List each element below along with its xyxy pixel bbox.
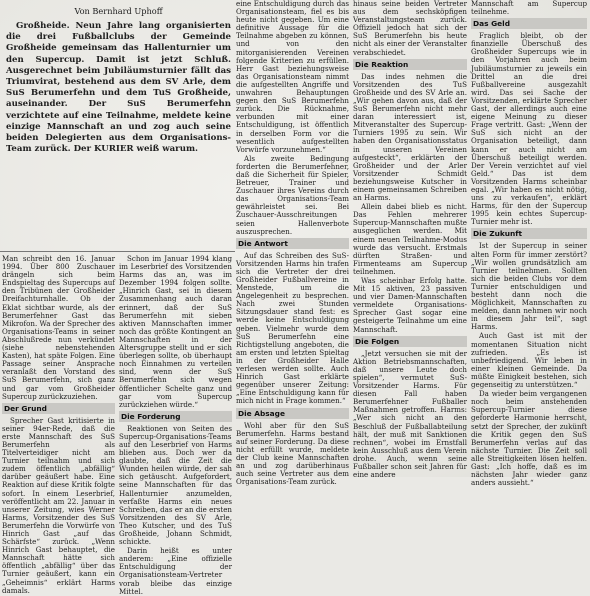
col5-paragraph-1: Fraglich bleibt, ob der finanzielle Überschuß des Großheider Supercups wie in den Vorjahren auch beim Jubiläumsturnier zu jeweils ein Drittel an die drei Fußballvereine ausgezahlt wird. Das sei Sache der Vorsitzenden, erklärte Sprecher Gast, der allerdings auch eine eigene Meinung zu dieser Frage vertritt. Gast: „Wenn der SuS sich nicht an der Organisation beteiligt, dann kann er auch nicht am Überschuß beteiligt werden. Der Verein verzichtet auf viel Geld.“ Das ist dem Vorsitzenden Harms scheinbar egal. „Wir haben es nicht nötig, uns zu verkaufen“, erklärt Harms, für den der Supercup 1995 kein echtes Supercup-Turnier mehr ist. (471, 31, 587, 227)
subhead-die-zukunft: Die Zukunft (471, 228, 587, 239)
article-column-5 (471, 0, 587, 488)
subhead-die-forderung: Die Forderung (119, 411, 232, 422)
col4-paragraph-1: hinaus seine beiden Vertreter aus dem sechsköpfigen Veranstaltungsteam zurück. Offiziell jedoch hat sich der SuS Berumerfehn bis heute nicht als einer der Veranstalter verabschiedet. (353, 0, 467, 57)
intro-box (0, 0, 235, 251)
article-column-4 (353, 0, 467, 480)
col4-paragraph-4: Was scheinbar Erfolg hatte. Mit 15 aktiven, 23 passiven und vier Damen-Mannschaften vermeldete Organisations-Sprecher Gast sogar eine gesteigerte Teilnahme um eine Mannschaft. (353, 276, 467, 334)
subhead-die-absage: Die Absage (236, 408, 349, 419)
subhead-die-antwort: Die Antwort (236, 238, 349, 249)
col5-paragraph-0: Mannschaft am Supercup teilnehme. (471, 0, 587, 17)
intro-divider (0, 251, 235, 252)
col3-paragraph-3: Auf das Schreiben des SuS-Vorsitzenden Harms hin trafen sich die Vertreter der drei Großheider Fußballvereine in Menstede, um die Angelegenheit zu besprechen. Nach zwei Stunden Sitzungsdauer stand fest: es werde keine Entschuldigung geben. Vielmehr wurde dem SuS Berumerfehn eine Richtigstellung angeboten, die am ersten und letzten Spieltag in der Großheider Halle verlesen werden sollte. Auch Hinrich Gast erklärte gegenüber unserer Zeitung: „Eine Entschuldigung kann für mich nicht in Frage kommen.“ (236, 250, 349, 406)
article-column-3 (236, 0, 349, 487)
col5-paragraph-3: Auch Gast ist mit der momentanen Situation nicht zufrieden. „Es ist unbefriedigend. Wir leben in einer kleinen Gemeinde. Da müßte Einigkeit bestehen, sich gegenseitig zu unterstützen.“ (471, 331, 587, 390)
intro-dateline: Großheide. (16, 21, 70, 31)
article-column-2 (119, 254, 232, 596)
intro-text (6, 21, 231, 155)
byline: Von Bernhard Uphoff (74, 6, 163, 16)
col5-paragraph-2: Ist der Supercup in seiner alten Form für immer zerstört? „Wir wollen grundsätzlich am Turnier teilnehmen. Sollten sich die beiden Clubs vor dem Turnier entschuldigen und besteht dann noch die Möglichkeit, Mannschaften zu melden, dann nehmen wir noch in diesem Jahr teil“, sagt Harms. (471, 241, 587, 332)
col2-paragraph-1: Schon im Januar 1994 klang im Leserbrief des Vorsitzenden Harms das an, was im Dezember 1994 folgen sollte. „Hinrich Gast, sei in diesem Zusammenhang auch daran erinnert, daß der SuS Berumerfehn mit sieben aktiven Mannschaften immer noch das größte Kontingent an Mannschaften in der Altersgruppe stellt und er sich überlegen sollte, ob überhaupt noch Einnahmen zu verteilen sind, wenn der SuS Berumerfehn sich wegen öffentlicher Schelte ganz und gar vom Supercup zurückziehen würde.“ (119, 254, 232, 409)
col1-paragraph-2: Sprecher Gast kritisierte in seiner 94er-Rede, daß die erste Mannschaft des SuS Berumerfehn als Titelverteidiger nicht am Turnier teilnahm und sich zudem öffentlich „abfällig“ darüber geäußert habe. Eine Reaktion auf diese Kritik folgte sofort. In einem Leserbrief, veröffentlicht am 22. Januar in unserer Zeitung, wies Werner Harms, Vorsitzender des SuS Berumerfehn die Vorwürfe von Hinrich Gast „auf das Schärfste“ zurück. „Wenn Hinrich Gast behauptet, die Mannschaft hätte sich öffentlich „abfällig“ über das Turnier geäußert, kann ein „Geheimnis“ erklärt Harms damals. (2, 415, 115, 595)
col4-paragraph-5: „Jetzt versuchen sie mit der Aktion Betriebsmannschaften, daß unsere Leute doch spielen“, vermutet SuS-Vorsitzender Harms. Für diesen Fall haben Berumerfehner Fußballer Maßnahmen getroffen. Harms: „Wer sich nicht an den Beschluß der Fußballabteilung hält, der muß mit Sanktionen rechnen“, wobei im Ernstfall kein Ausschluß aus dem Verein drohe. Auch, wenn seine Fußballer schon seit Jahren für eine andere (353, 348, 467, 480)
col3-paragraph-1: eine Entschuldigung durch das Organisationsteam, fiel es bis heute nicht gegeben. Um eine definitive Aussage für die Teilnahme abgeben zu können, und von den mitorganisierenden Vereinen folgende Kriterien zu erfüllen. Herr Gast beziehungsweise das Organisationsteam nimmt die aufgestellten Angriffe und unwahren Behauptungen gegen den SuS Berumerfehn zurück. Die Rücknahme, verbunden mit einer Entschuldigung, ist öffentlich in derselben Form vor die wesentlich aufgestellten Vorwürfe vorzunehmen.“ (236, 0, 349, 154)
article-column-1 (2, 254, 115, 595)
col4-paragraph-2: Das indes nehmen die Vorsitzenden des TuS Großheide und des SV Arle an. „Wir gehen davon aus, daß der SuS Berumerfehn nicht mehr daran interessiert ist, Mitveranstalter des Supercup-Turniers 1995 zu sein. Wir haben den Organisationsstatus in unseren Vereinen aufgesteckt“, erklärten der Großheider und der Arler Vorsitzender Schmidt beziehungsweise Kutscher in einem gemeinsamen Schreiben an Harms. (353, 71, 467, 203)
col2-paragraph-3: Darin heißt es unter anderem: „Eine offizielle Entschuldigung der Organisationsteam-Vertreter vorab bleibe das einzige Mittel. (119, 546, 232, 596)
col3-paragraph-2: Als zweite Bedingung forderten die Berumerfehner, daß die Sicherheit für Spieler, Betreuer, Trainer und Zuschauer ihres Vereins durch das Organisations-Team gewährleistet sei. Bei Zuschauer-Ausschreitungen seien Hallenverbote auszusprechen. (236, 153, 349, 236)
col1-paragraph-1: Man schreibt den 16. Januar 1994. Über 800 Zuschauer drängeln sich beim Endspieltag des Supercups auf den Tribünen der Großheider Dreifachturnhalle. Ob der Eklat sichtbar wurde, als der Berumerfehner Gast das Mikrofon. Wa der Sprecher des Organisations-Teams in seiner Abschlußrede nun verkündet (siehe nebenstehenden Kasten), hat späte Folgen. Eine Passage seiner Ansprache veranlaßt den Vorstand des SuS Berumerfehn, sich ganz und gar vom Großheider Supercup zurückzuziehen. (2, 254, 115, 401)
intro-paragraph: Neun Jahre lang organisierten die drei Fußballclubs der Gemeinde Großheide gemeinsam das Hallenturnier um den Supercup. Damit ist jetzt Schluß. Ausgerechnet beim Jubiläumsturnier fällt das Triumvirat, bestehend aus dem SV Arle, dem SuS Berumerfehn und dem TuS Großheide, auseinander. Der SuS Berumerfehn verzichtete auf eine Teilnahme, meldete keine einzige Mannschaft an und zog auch seine beiden Delegierten aus dem Organisations-Team zurück. Der KURIER weiß warum. (6, 21, 231, 155)
subhead-das-geld: Das Geld (471, 18, 587, 29)
col2-paragraph-2: Reaktionen von Seiten des Supercup-Organisations-Teams auf den Leserbrief von Harms blieben aus. Doch wer da glaubte, daß die Zeit die Wunden heilen würde, der sah sich getäuscht. Aufgefordert, seine Mannschaften für das Hallenturnier anzumelden, verfaßte Harms ein neues Schreiben, das er an die ersten Vorsitzenden des SV Arle, Theo Kutscher, und des TuS Großheide, Johann Schmidt, schickte. (119, 423, 232, 547)
col4-paragraph-3: Allein dabei blieb es nicht. Das Fehlen mehrerer Supercup-Mannschaften mußte ausgeglichen werden. Mit einem neuen Teilnahme-Modus wurde das versucht. Erstmals dürften Straßen- und Firmenteams am Supercup teilnehmen. (353, 202, 467, 276)
subhead-die-folgen: Die Folgen (353, 336, 467, 347)
subhead-der-grund: Der Grund (2, 403, 115, 414)
subhead-die-reaktion: Die Reaktion (353, 59, 467, 70)
col3-paragraph-4: Wohl aber für den SuS Berumerfehn. Harms bestand auf seiner Forderung. Da diese nicht erfüllt wurde, meldete der Club keine Mannschaften an und zog darüberhinaus auch seine Vertreter aus dem Organisations-Team zurück. (236, 420, 349, 487)
col5-paragraph-4: Da wieder beim vergangenen noch beim anstehenden Supercup-Turnier diese geforderte Harmonie herrscht, setzt der Sprecher, der zukünft die Kritik gegen den SuS Berumerfehn verlas auf das nächste Turnier. Die Zeit soll alle Streitigkeiten lösen helfen. Gast: „Ich hoffe, daß es im nächsten Jahr wieder ganz anders aussieht.“ (471, 389, 587, 488)
